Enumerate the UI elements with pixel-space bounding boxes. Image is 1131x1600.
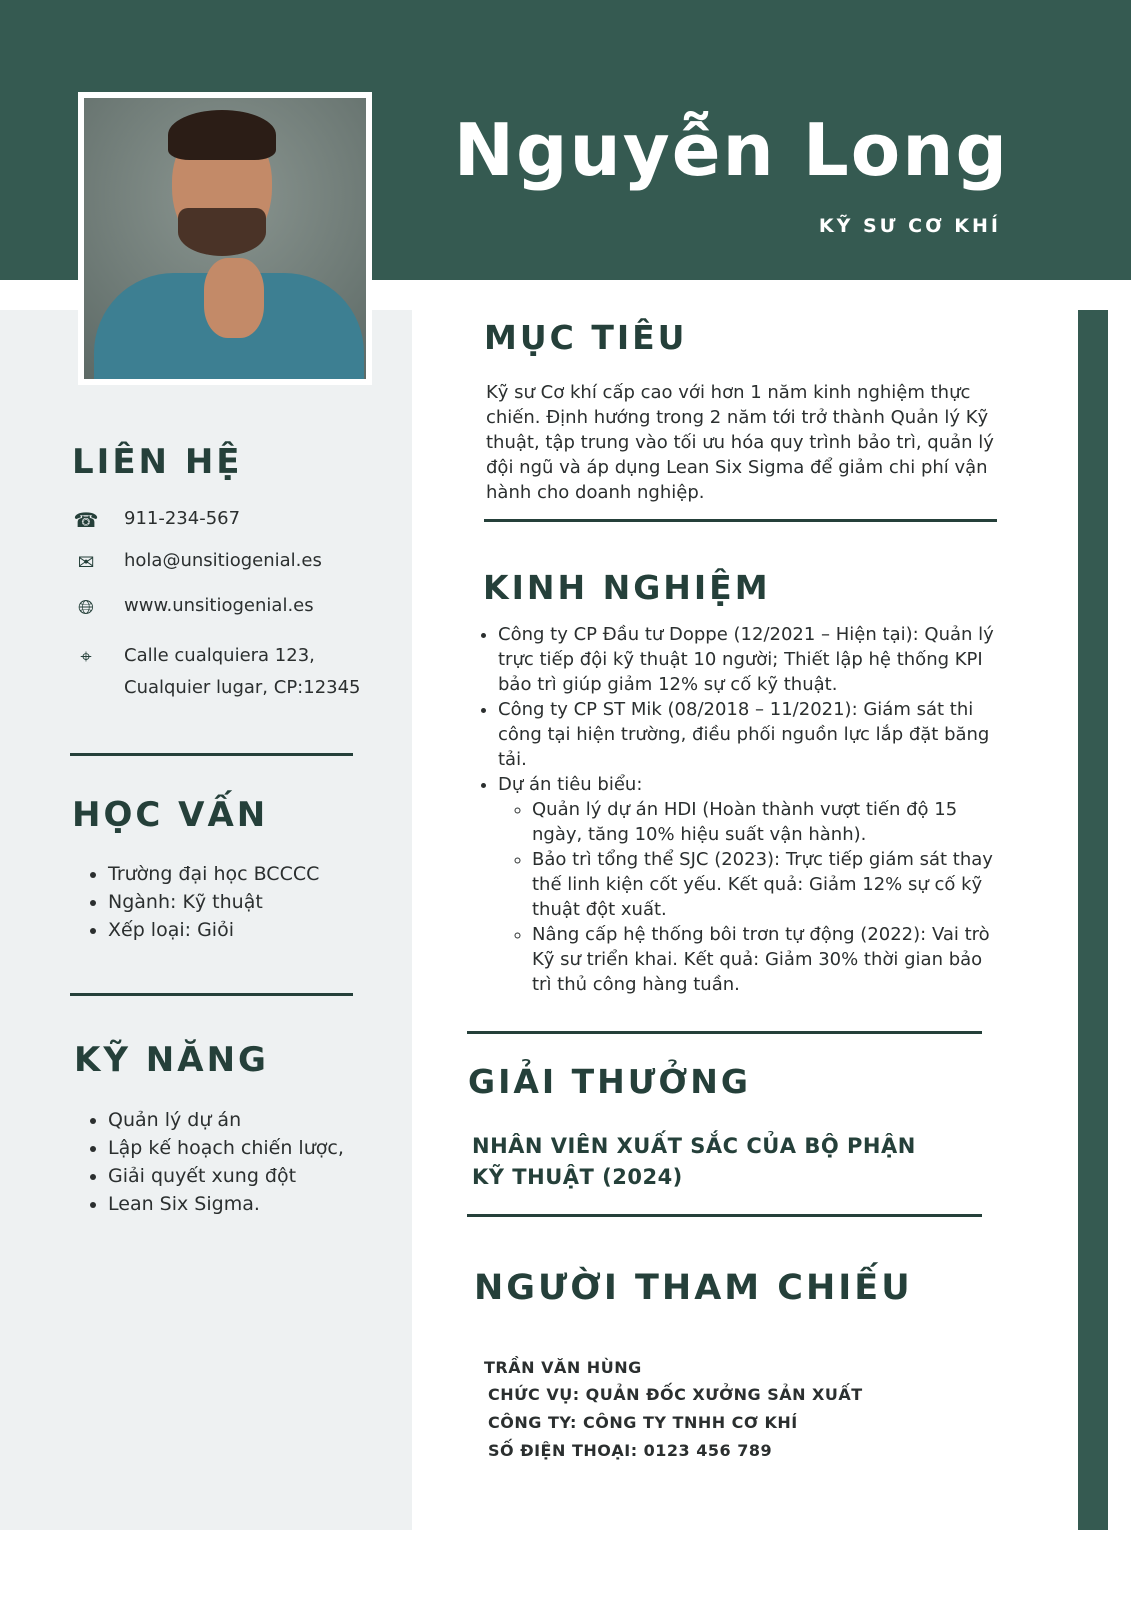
experience-item: • Công ty CP Đầu tư Doppe (12/2021 – Hiện tại): Quản lý trực tiếp đội kỹ thuật 10 người; Thiết lập hệ thống KPI bảo trì giúp giảm 12% sự cố kỹ thuật. — [498, 622, 1007, 697]
right-accent-bar — [1078, 310, 1108, 1530]
reference-phone: SỐ ĐIỆN THOẠI: 0123 456 789 — [488, 1441, 773, 1460]
experience-item — [498, 772, 1007, 997]
education-item: • Trường đại học BCCCC — [108, 860, 319, 888]
education-item: • Ngành: Kỹ thuật — [108, 888, 319, 916]
references-heading: NGƯỜI THAM CHIẾU — [474, 1268, 913, 1308]
skill-item: • Giải quyết xung đột — [108, 1162, 344, 1190]
address-line1: Calle cualquiera 123, — [124, 645, 315, 666]
phone-icon: ☎ — [73, 508, 99, 532]
education-item: • Xếp loại: Giỏi — [108, 916, 319, 944]
awards-heading: GIẢI THƯỞNG — [468, 1062, 751, 1101]
skill-item: • Lean Six Sigma. — [108, 1190, 344, 1218]
contact-website — [72, 595, 314, 619]
email-text: hola@unsitiogenial.es — [124, 550, 322, 571]
reference-position: CHỨC VỤ: QUẢN ĐỐC XƯỞNG SẢN XUẤT — [488, 1385, 863, 1404]
job-title: KỸ SƯ CƠ KHÍ — [818, 215, 1001, 237]
contact-email — [72, 550, 322, 574]
location-pin-icon: ⌖ — [80, 644, 92, 668]
experience-item: • Công ty CP ST Mik (08/2018 – 11/2021): Giám sát thi công tại hiện trường, điều phối nguồn lực lắp đặt băng tải. — [498, 697, 1007, 772]
divider — [70, 993, 353, 996]
divider — [467, 1214, 982, 1217]
mail-icon: ✉ — [77, 550, 95, 574]
experience-heading: KINH NGHIỆM — [483, 568, 771, 607]
reference-company: CÔNG TY: CÔNG TY TNHH CƠ KHÍ — [488, 1413, 798, 1432]
skills-list — [72, 1106, 344, 1218]
reference-name: TRẦN VĂN HÙNG — [484, 1358, 642, 1377]
project-item: ◦ Nâng cấp hệ thống bôi trơn tự động (2022): Vai trò Kỹ sư triển khai. Kết quả: Giảm 30% thời gian bảo trì thủ công hàng tuần. — [532, 922, 1007, 997]
address-line2: Cualquier lugar, CP:12345 — [124, 677, 361, 698]
divider — [70, 753, 353, 756]
divider — [467, 1031, 982, 1034]
contact-address — [72, 640, 361, 704]
globe-icon: 🌐︎ — [78, 595, 94, 619]
person-name: Nguyễn Long — [453, 108, 1009, 192]
contact-phone — [72, 508, 240, 532]
projects-label: Dự án tiêu biểu: — [498, 774, 643, 795]
project-item: ◦ Bảo trì tổng thể SJC (2023): Trực tiếp giám sát thay thế linh kiện cốt yếu. Kết quả: Giảm 12% sự cố kỹ thuật đột xuất. — [532, 847, 1007, 922]
education-list — [72, 860, 319, 944]
skills-heading: KỸ NĂNG — [74, 1040, 269, 1080]
objective-text: Kỹ sư Cơ khí cấp cao với hơn 1 năm kinh nghiệm thực chiến. Định hướng trong 2 năm tới trở thành Quản lý Kỹ thuật, tập trung vào tối ưu hóa quy trình bảo trì, quản lý đội ngũ và áp dụng Lean Six Sigma để giảm chi phí vận hành cho doanh nghiệp. — [486, 382, 994, 503]
skill-item: • Lập kế hoạch chiến lược, — [108, 1134, 344, 1162]
divider — [484, 519, 997, 522]
objective-heading: MỤC TIÊU — [484, 318, 688, 357]
award-text: NHÂN VIÊN XUẤT SẮC CỦA BỘ PHẬN KỸ THUẬT (2024) — [472, 1134, 916, 1189]
website-text: www.unsitiogenial.es — [124, 595, 314, 616]
phone-text: 911-234-567 — [124, 508, 241, 529]
contact-heading: LIÊN HỆ — [72, 442, 243, 482]
experience-list — [462, 622, 1007, 997]
skill-item: • Quản lý dự án — [108, 1106, 344, 1134]
project-item: ◦ Quản lý dự án HDI (Hoàn thành vượt tiến độ 15 ngày, tăng 10% hiệu suất vận hành). — [532, 797, 1007, 847]
profile-photo — [78, 92, 372, 385]
education-heading: HỌC VẤN — [72, 795, 269, 835]
